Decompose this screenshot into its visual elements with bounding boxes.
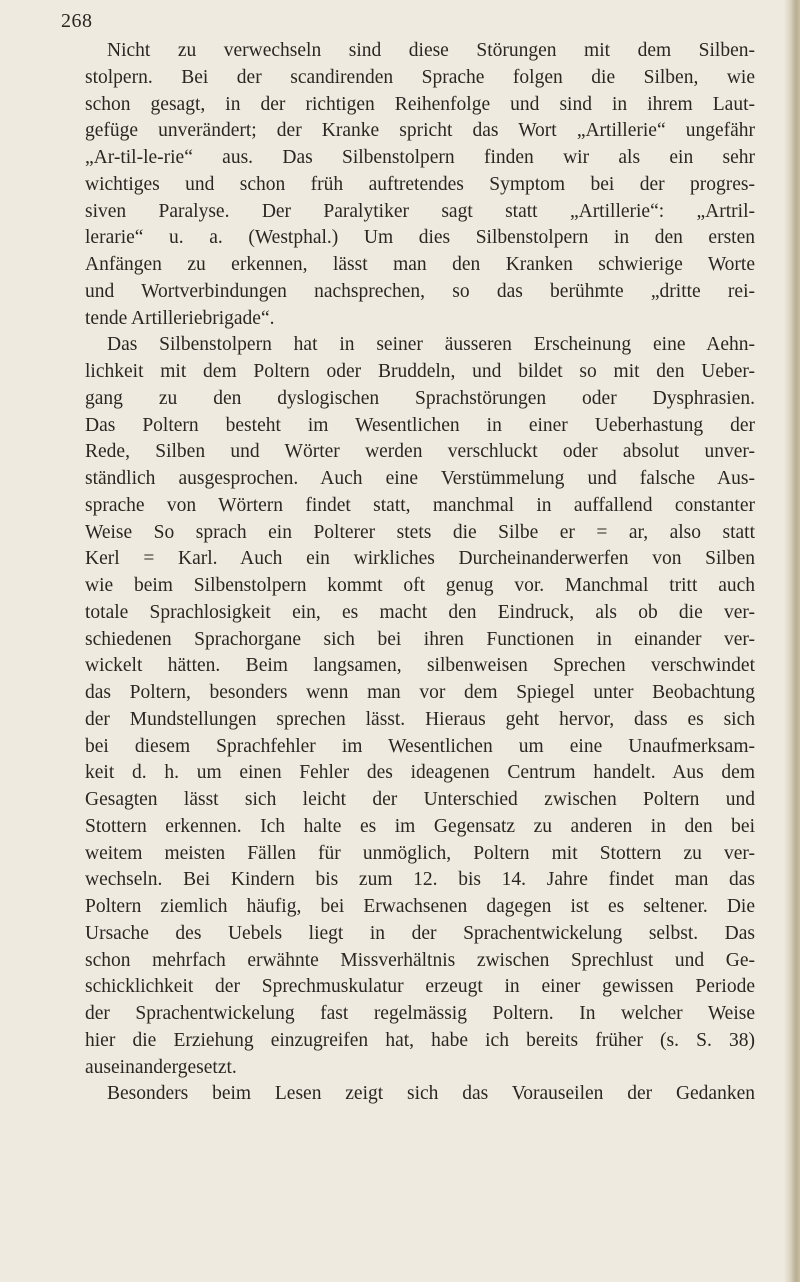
text-line: hier die Erziehung einzugreifen hat, habe ich bereits früher (s. S. 38): [85, 1029, 755, 1051]
text-line: lerarie“ u. a. (Westphal.) Um dies Silbenstolpern in den ersten: [85, 227, 755, 249]
text-line: das Poltern, besonders wenn man vor dem Spiegel unter Beobachtung: [85, 682, 755, 703]
text-line: Gesagten lässt sich leicht der Unterschied zwischen Poltern und: [85, 789, 755, 810]
text-line: wechseln. Bei Kindern bis zum 12. bis 14. Jahre findet man das: [85, 869, 755, 891]
text-line: siven Paralyse. Der Paralytiker sagt statt „Artillerie“: „Artril-: [85, 200, 755, 222]
text-line: wie beim Silbenstolpern kommt oft genug vor. Manchmal tritt auch: [85, 575, 755, 596]
text-line: sprache von Wörtern findet statt, manchmal in auffallend constanter: [85, 494, 755, 516]
page-edge-shadow: [784, 0, 800, 1282]
text-line: Das Silbenstolpern hat in seiner äusseren Erscheinung eine Aehn-: [107, 334, 755, 356]
text-line: totale Sprachlosigkeit ein, es macht den Eindruck, als ob die ver-: [85, 601, 755, 623]
text-line: Nicht zu verwechseln sind diese Störungen mit dem Silben-: [107, 40, 755, 61]
text-line: Poltern ziemlich häufig, bei Erwachsenen dagegen ist es seltener. Die: [85, 896, 755, 917]
text-line: Rede, Silben und Wörter werden verschluckt oder absolut unver-: [85, 441, 755, 463]
text-line: gang zu den dyslogischen Sprachstörungen oder Dysphrasien.: [85, 387, 755, 409]
body-text: [85, 38, 755, 1108]
text-line: und Wortverbindungen nachsprechen, so das berühmte „dritte rei-: [85, 280, 755, 302]
text-line: schon mehrfach erwähnte Missverhältnis zwischen Sprechlust und Ge-: [85, 949, 755, 971]
text-line: Das Poltern besteht im Wesentlichen in einer Ueberhastung der: [85, 414, 755, 436]
text-line: stolpern. Bei der scandirenden Sprache folgen die Silben, wie: [85, 66, 755, 88]
text-line: Ursache des Uebels liegt in der Sprachentwickelung selbst. Das: [85, 922, 755, 944]
text-line: auseinandergesetzt.: [85, 1056, 237, 1078]
text-line: Besonders beim Lesen zeigt sich das Vorauseilen der Gedanken: [107, 1083, 755, 1105]
text-line: Stottern erkennen. Ich halte es im Gegensatz zu anderen in den bei: [85, 815, 755, 837]
text-line: Anfängen zu erkennen, lässt man den Kranken schwierige Worte: [85, 254, 755, 275]
page-number: 268: [61, 10, 93, 32]
text-line: der Mundstellungen sprechen lässt. Hieraus geht hervor, dass es sich: [85, 708, 755, 730]
text-line: weitem meisten Fällen für unmöglich, Poltern mit Stottern zu ver-: [85, 842, 755, 864]
text-line: schon gesagt, in der richtigen Reihenfolge und sind in ihrem Laut-: [85, 93, 755, 115]
text-line: bei diesem Sprachfehler im Wesentlichen um eine Unaufmerksam-: [85, 735, 755, 757]
text-line: tende Artilleriebrigade“.: [85, 307, 275, 329]
text-line: keit d. h. um einen Fehler des ideagenen Centrum handelt. Aus dem: [85, 762, 755, 784]
text-line: wickelt hätten. Beim langsamen, silbenweisen Sprechen verschwindet: [85, 655, 755, 677]
text-line: schiedenen Sprachorgane sich bei ihren Functionen in einander ver-: [85, 628, 755, 650]
text-line: wichtiges und schon früh auftretendes Symptom bei der progres-: [85, 173, 755, 195]
text-line: Weise So sprach ein Polterer stets die Silbe er = ar, also statt: [85, 521, 755, 543]
text-line: gefüge unverändert; der Kranke spricht das Wort „Artillerie“ ungefähr: [85, 120, 755, 142]
text-line: ständlich ausgesprochen. Auch eine Verstümmelung und falsche Aus-: [85, 468, 755, 489]
text-line: Kerl = Karl. Auch ein wirkliches Durcheinanderwerfen von Silben: [85, 548, 755, 570]
text-line: „Ar-til-le-rie“ aus. Das Silbenstolpern finden wir als ein sehr: [85, 147, 755, 168]
text-line: lichkeit mit dem Poltern oder Bruddeln, und bildet so mit den Ueber-: [85, 361, 755, 382]
text-line: der Sprachentwickelung fast regelmässig Poltern. In welcher Weise: [85, 1003, 755, 1024]
text-line: schicklichkeit der Sprechmuskulatur erzeugt in einer gewissen Periode: [85, 976, 755, 998]
